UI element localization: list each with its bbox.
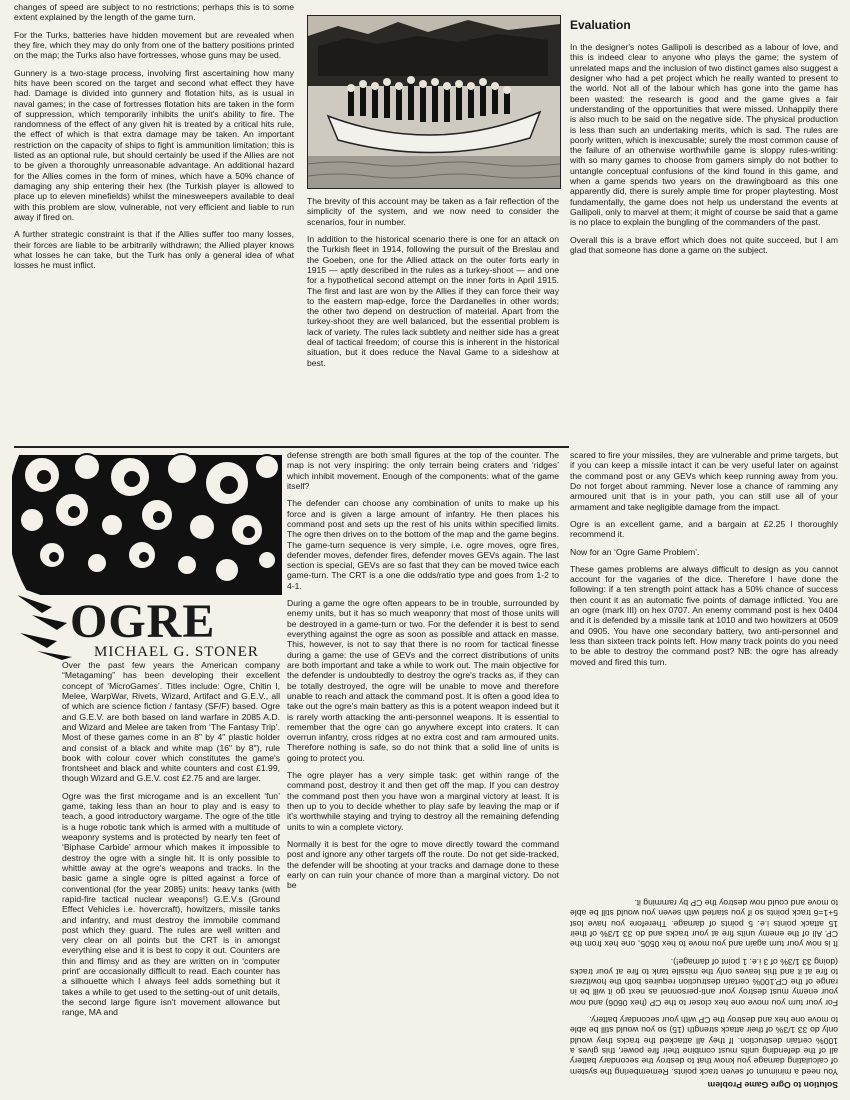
paragraph: scared to fire your missiles, they are vulnerable and prime targets, but if you can keep a missile intact it can be very useful later on against the command post or any GEVs which keep running away from you. Do not forget about ramming. Never lose a chance of ramming any armoured unit that is in your path, you can still use all of your armament and take negligible damage from the impact. xyxy=(570,450,841,512)
paragraph: A further strategic constraint is that if the Allies suffer too many losses, their forces are liable to be arbitrarily withdrawn; the Allied player knows what losses he can take, but the Turk has only a general idea of what losses he must inflict. xyxy=(14,229,297,271)
bottom-column-2 xyxy=(287,450,562,1096)
paragraph: Ogre was the first microgame and is an excellent ‘fun’ game, taking less than an hour to play and is easy to teach, a good introductory wargame. The ogre of the title is a huge robotic tank which is armed with a multitude of weaponry systems and is protected by nearly ten feet of ‘Biphase Carbide’ armour which makes it impossible to destroy the ogre with a single hit. It is only possible to whittle away at the ogre's weapons and tracks. In the basic game a single ogre is pitted against a force of conventional (for the year 2085) units: heavy tanks (with rapid-fire tactical nuclear weapons!) G.E.V.s (Ground Effect Vehicles i.e. hovercraft), howitzers, missile tanks and infantry, and must destroy the immobile command post which they guard. The rules are well written and very clear on all points but the CRT is in amongst everything else and it is best to copy it out. Counters are thin and flimsy and as they are written on in ‘computer print’ are occasionally difficult to read. Each counter has a silhouette which I always feel adds something but it takes a while to get used to the setting-out of unit details, the second large figure isn't movement allowance but range, MA and xyxy=(62,790,283,1018)
top-column-1 xyxy=(14,2,297,442)
ogre-article-title: OGRE xyxy=(70,595,216,648)
top-column-2 xyxy=(307,196,562,442)
paragraph: changes of speed are subject to no restrictions; perhaps this is to some extent explained by the length of the game turn. xyxy=(14,2,297,23)
paragraph: The defender can choose any combination of units to make up his force and is given a large amount of infantry. He then places his command post and sets up the rest of his units within specified limits. The ogre then drives on to the bottom of the map and the game begins. The game-turn sequence is very simple, i.e. ogre moves, ogre fires, defender moves, defender fires, defender moves GEVs again. The last section is special, GEVs are so fast that they can be moved twice each game-turn. The CRT is a one die odds/ratio type and goes from 1-2 to 4-1. xyxy=(287,498,562,591)
paragraph: defense strength are both small figures at the top of the counter. The map is not very inspiring: the only terrain being craters and ‘ridges’ which inhibit movement. Enough of the components: what of the game itself? xyxy=(287,450,562,491)
paragraph: Now for an ‘Ogre Game Problem’. xyxy=(570,546,700,557)
paragraph: Ogre is an excellent game, and a bargain at £2.25 I thoroughly recommend it. xyxy=(570,518,841,540)
solution-heading: Solution to Ogre Game Problem xyxy=(707,1080,838,1090)
evaluation-column xyxy=(570,42,841,442)
ogre-article-author: MICHAEL G. STONER xyxy=(94,644,259,660)
solution-column xyxy=(567,898,838,1090)
bottom-column-3 xyxy=(570,450,841,786)
paragraph: It is now your turn again and you move to hex 0505, one hex from the CP. All of the enemy units fire at your tracks and do 33 1/3% of their 15 attack points i.e. 5 points of damage. Therefore you have lost 5+1=6 track points so if you started with seven you would still be able to move and could now destroy the CP by ramming it. xyxy=(567,898,838,950)
paragraph: Normally it is best for the ogre to move directly toward the command post and ignore any other targets off the route. Do not get side-tracked, the defender will be shooting at your tracks and damage done to these early on can ruin your chance of more than a marginal victory. Do not be xyxy=(287,838,562,891)
paragraph: The ogre player has a very simple task: get within range of the command post, destroy it and then get off the map. If you can destroy the command post then you have won a marginal victory at least. It is then up to you to decide whether to play safe by leaving the map or if it's worthwhile staying and trying to destroy all the remaining defending units to win a complete victory. xyxy=(287,770,562,832)
paragraph: Overall this is a brave effort which does not quite succeed, but I am glad that someone has done a game on the subject. xyxy=(570,234,841,255)
paragraph: For your turn you move one hex closer to the CP (hex 0606) and now your enemy must destroy your anti-personnel as next go it will be in range of the CP.100% certain destruction requires both the howitzers to fire at it and this leaves only the missile tank to fire at your tracks (doing 33 1/3% of 3 i.e. 1 point of damage!). xyxy=(567,956,838,1008)
paragraph: For the Turks, batteries have hidden movement but are revealed when they fire, which they may do only from one of the battery positions printed on the map; the Turks also have fortresses, whose guns may be used. xyxy=(14,29,297,61)
paragraph: In addition to the historical scenario there is one for an attack on the Turkish fleet in 1914, following the pursuit of the Breslau and the Goeben, one for the Allied attack on the outer forts early in 1915 — aptly described in the rules as a turkey-shoot — and one for a hypothetical second attempt on the inner forts in April 1915. The first and last are won by the Allies if they can force their way to the eastern map-edge, force the Dardanelles in other words; the other two depend on destruction of material. Apart from the turkey-shoot they are well balanced, but the essential problem is lack of variety. The rules lack subtlety and neither side has a great deal of tactical freedom; of course this is inherent in the historical situation, but it does reduce the Naval Game to a sideshow at best. xyxy=(307,233,562,368)
paragraph: The brevity of this account may be taken as a fair reflection of the simplicity of the system, and we now need to consider the scenarios, four in number. xyxy=(307,196,562,227)
paragraph: In the designer's notes Gallipoli is described as a labour of love, and this is indeed clear to anyone who plays the game; the system of unrelated maps and the inclusion of two distinct games also suggest a designer who had a pet project which he really wanted to present to the world. Not all of the labour which has gone into the game has been wasted: the research is good and the game gives a fair understanding of the opportunities that were missed. Unhappily there is also much to be said on the negative side. The physical production is less than such an undertaking merits, which is sad. The rules are poorly written, which is inexcusable; surely the most common cause of the failure of an otherwise worthwhile game is sloppy rules-writing: with so many games to choose from gamers simply do not bother to untangle conceptual confusions of the kind found in this game, and when a game spends two years on the drawingboard as this one apparently did, there is surely ample time for proper playtesting. Most fundamentally, the game does not help us understand the events at Gallipoli, only to marvel at them; it might of course be said that a game is no place to explain the bungling of the commanders of the past. xyxy=(570,42,841,228)
section-divider xyxy=(14,446,569,448)
evaluation-heading: Evaluation xyxy=(570,18,631,32)
warship-boat-photo xyxy=(307,15,561,189)
paragraph: During a game the ogre often appears to be in trouble, surrounded by enemy units, but it has so much weaponry that most of those units will be destroyed in a game-turn or two. For the defender it is best to send everything against the ogre as soon as possible and attack en masse. This, however, is not to say that there is no room for tactical finesse during a game: the use of GEVs and the correct distributions of units are both important and take a while to work out. The main objective for the defender is undoubtedly to destroy the ogre's tracks as, if they can be totally destroyed, the ogre will be unable to move and therefore unable to reach and attack the command post. It is often a good idea to take out the ogre's main battery as this is a potent weapon indeed but it is rarely worth attacking the anti-personnel weapons. It is essential to remember that the ogre can go anywhere except into craters. It can overrun infantry, cross ridges at no extra cost and ram armoured units. Therefore nothing is safe, so do not think that a solid line of units is going to protect you. xyxy=(287,598,562,763)
paragraph: You need a minimum of seven track points. Remembering the system of calculating damage you know that to destroy the secondary battery all of the defending units must combine their fire power, this gives a 100% certain destruction. If they all attacked the tracks they would only do 33 1/3% of their attack strength (15) so you would still be able to move one hex and destroy the CP with your secondary battery. xyxy=(567,1015,838,1077)
photo-illustration xyxy=(308,16,560,188)
bottom-column-1 xyxy=(62,660,283,1096)
paragraph: These games problems are always difficult to design as you cannot account for the vagaries of the dice. Therefore I have done the following: if a ten strength point attack has a 50% chance of success then count it as an automatic five points of damage inflicted. You are an ogre (mark III) on hex 0707. An enemy command post is hex 0404 and it is defended by a missile tank at 1010 and two howitzers at 0509 and 0905. You have one secondary battery, two anti-personnel and less than sixteen track points left. How many track points do you need to be able to destroy the command post? NB: the ogre has already moved and fired this turn. xyxy=(570,563,841,667)
upside-down-solution xyxy=(567,792,838,1090)
paragraph: Over the past few years the American company “Metagaming” has been developing their excellent concept of ‘MicroGames’. Titles include: Ogre, Chitin I, Melee, WarpWar, Rivets, Wizard, Artifact and G.E.V., all of which are science fiction / fantasy (SF/F) based. Ogre and G.E.V. are both based on land warfare in 2085 A.D. and Wizard and Melee are taken from ‘The Fantasy Trip’. Most of these games come in an 8" by 4" plastic holder and consist of a black and white map (16" by 8"), rule book with colour cover which constitutes the game's frontsheet and black and white counters and cost £1.99, though Wizard and G.E.V. cost £2.75 and are larger. xyxy=(62,660,283,784)
paragraph: Gunnery is a two-stage process, involving first ascertaining how many hits have been scored on the target and second what effect they have had. Damage is divided into gunnery and flotation hits, as is usual in naval games; in the case of fortresses flotation hits are taken in the form of suppression, which temporarily inhibits the unit's ability to fire. The randomness of the effect of any given hit is treated by a critical hits rule, the effect of which is that extra damage may be taken. An important restriction on the capacity of ships to fight is ammunition limitation; this is listed as an optional rule, but should certainly be used if the Allies are not to be given a thoroughly unreasonable advantage. An additional hazard for the Allies comes in the form of mines, which have a 50% chance of damaging any ship entering their hex (the Turkish player is allowed to place up to eleven minefields) whilst the minesweepers available to deal with this problem are slow, vulnerable, not very efficient and liable to run away if fired on. xyxy=(14,67,297,222)
